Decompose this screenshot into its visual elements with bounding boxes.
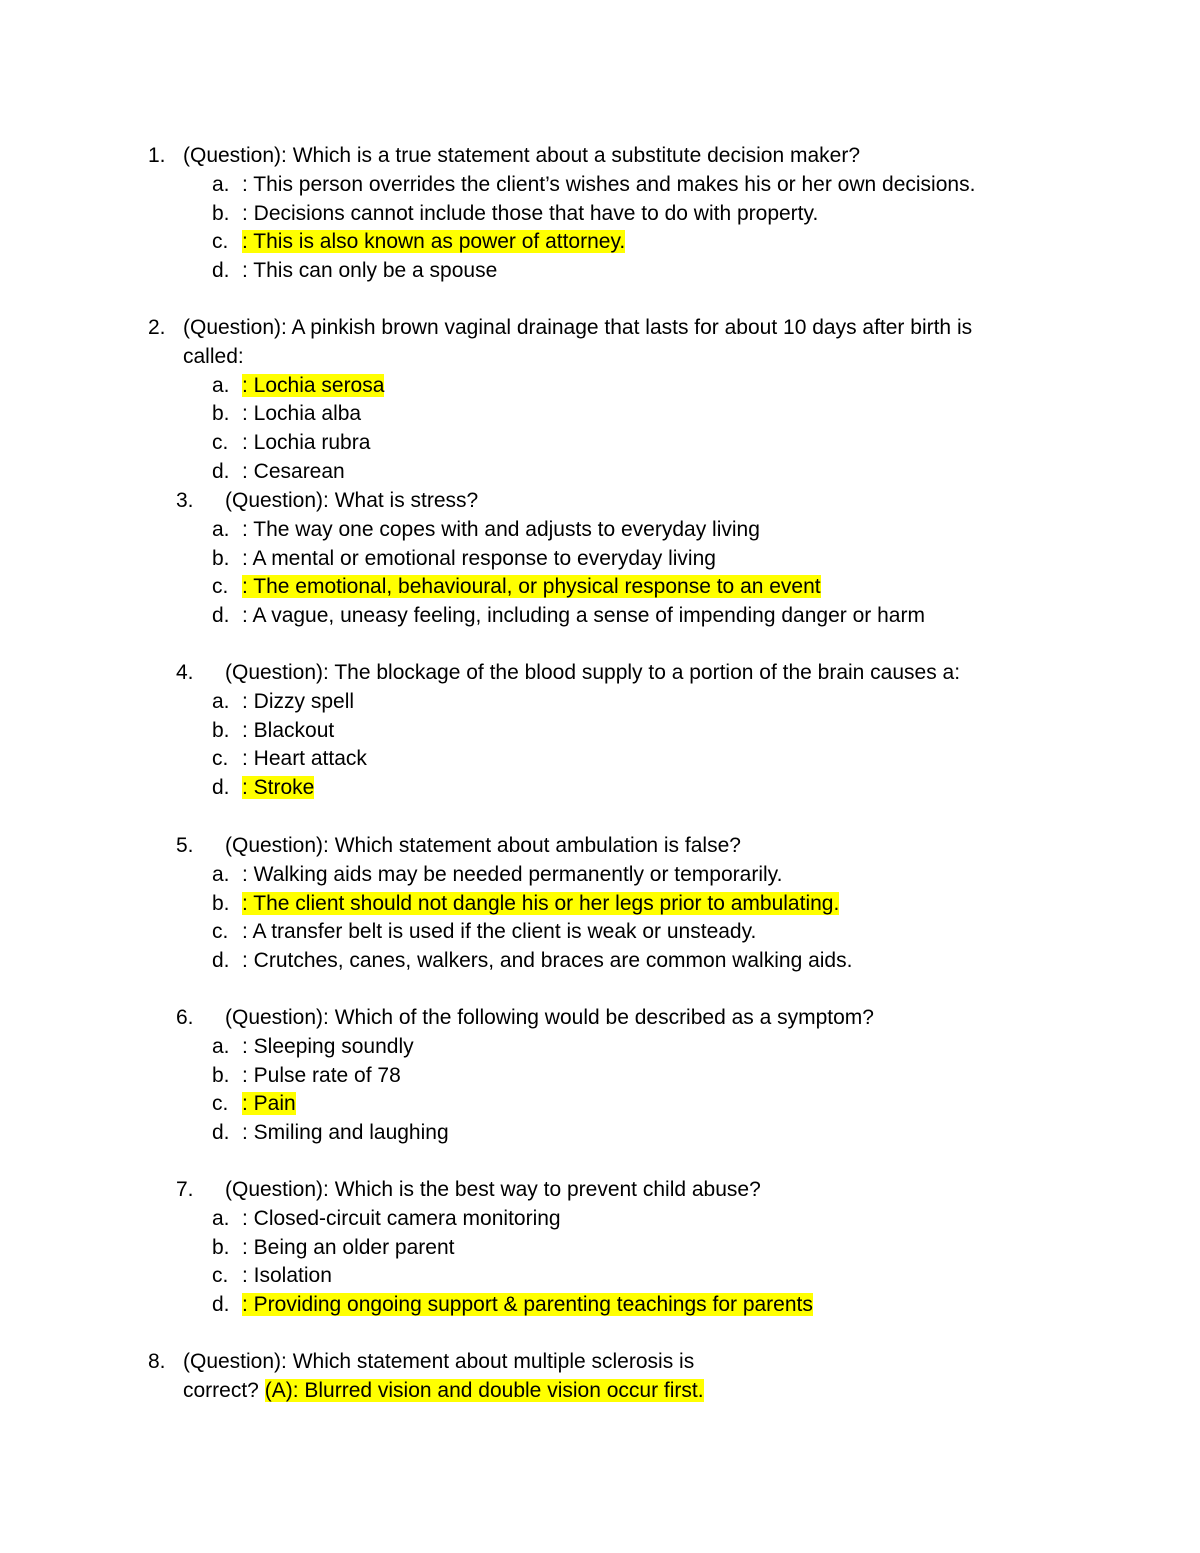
option-text: : Pulse rate of 78: [242, 1063, 401, 1087]
option-text: : This can only be a spouse: [242, 259, 498, 283]
option-text: : Being an older parent: [242, 1235, 455, 1259]
option-d: [0, 458, 1200, 487]
option-text: : Decisions cannot include those that have to do with property.: [242, 201, 819, 225]
option-text: : A vague, uneasy feeling, including a sense of impending danger or harm: [242, 604, 925, 628]
option-c: [0, 918, 1200, 947]
question-number: 1.: [148, 144, 166, 167]
question-7: [0, 1176, 1200, 1320]
option-a: [0, 688, 1200, 717]
option-letter: d.: [212, 776, 230, 800]
option-a: [0, 372, 1200, 401]
option-letter: c.: [212, 431, 229, 455]
option-c: [0, 745, 1200, 774]
option-d: [0, 947, 1200, 976]
option-text: : Lochia alba: [242, 402, 362, 426]
question-prompt: (Question): A pinkish brown vaginal drainage that lasts for about 10 days after birth is called:: [183, 316, 973, 368]
option-letter: b.: [212, 1063, 230, 1087]
option-c: [0, 429, 1200, 458]
answer-text-correct: (A): Blurred vision and double vision occur first.: [264, 1378, 704, 1402]
question-prompt: (Question): Which of the following would be described as a symptom?: [225, 1006, 874, 1029]
option-letter: b.: [212, 891, 230, 915]
option-text-correct: : Pain: [242, 1092, 296, 1116]
question-5: [0, 832, 1200, 976]
question-text: [0, 142, 983, 171]
option-c: [0, 1262, 1200, 1291]
option-a: [0, 516, 1200, 545]
question-1: [0, 142, 1200, 286]
option-letter: c.: [212, 1264, 229, 1288]
option-b: [0, 545, 1200, 574]
option-text-correct: : Providing ongoing support & parenting teachings for parents: [242, 1293, 813, 1317]
question-prompt: (Question): Which is a true statement about a substitute decision maker?: [183, 144, 860, 167]
option-b: [0, 1234, 1200, 1263]
option-text: : Blackout: [242, 718, 335, 742]
option-letter: d.: [212, 604, 230, 628]
option-d: [0, 1291, 1200, 1320]
option-text: : The way one copes with and adjusts to everyday living: [242, 517, 760, 541]
option-letter: d.: [212, 459, 230, 483]
option-letter: b.: [212, 546, 230, 570]
question-text: [0, 659, 1025, 688]
option-letter: c.: [212, 575, 229, 599]
option-letter: d.: [212, 1121, 230, 1145]
option-b: [0, 717, 1200, 746]
option-b: [0, 1062, 1200, 1091]
option-b: [0, 200, 1200, 229]
option-text: : Crutches, canes, walkers, and braces are common walking aids.: [242, 949, 853, 973]
option-c: [0, 1090, 1200, 1119]
question-prompt: (Question): Which is the best way to prevent child abuse?: [225, 1178, 761, 1201]
option-d: [0, 602, 1200, 631]
option-text: : Heart attack: [242, 747, 367, 771]
option-c: [0, 228, 1200, 257]
option-letter: b.: [212, 201, 230, 225]
question-number: 3.: [176, 489, 194, 512]
question-text: [0, 1176, 1025, 1205]
option-a: [0, 171, 1200, 200]
option-letter: a.: [212, 373, 230, 397]
question-3: [0, 487, 1200, 631]
question-text: [0, 1004, 1025, 1033]
question-text: [0, 314, 983, 372]
option-text: : Walking aids may be needed permanently or temporarily.: [242, 862, 783, 886]
option-a: [0, 1033, 1200, 1062]
option-letter: c.: [212, 1092, 229, 1116]
option-letter: a.: [212, 689, 230, 713]
question-2: [0, 314, 1200, 487]
option-letter: a.: [212, 172, 230, 196]
option-text: : Closed-circuit camera monitoring: [242, 1206, 561, 1230]
option-letter: b.: [212, 1235, 230, 1259]
option-text: : Smiling and laughing: [242, 1121, 449, 1145]
option-letter: b.: [212, 402, 230, 426]
option-text: : A mental or emotional response to everyday living: [242, 546, 716, 570]
option-letter: d.: [212, 259, 230, 283]
option-text: : Lochia rubra: [242, 431, 371, 455]
question-text: [0, 1348, 763, 1406]
question-4: [0, 659, 1200, 803]
option-text: : Cesarean: [242, 459, 345, 483]
option-letter: c.: [212, 747, 229, 771]
option-text-correct: : The client should not dangle his or her legs prior to ambulating.: [242, 891, 840, 915]
question-prompt: (Question): Which statement about ambulation is false?: [225, 834, 741, 857]
question-prompt: (Question): Which statement about multiple sclerosis is correct?: [183, 1350, 695, 1402]
question-8: [0, 1348, 1200, 1406]
option-text: : Sleeping soundly: [242, 1034, 414, 1058]
option-text-correct: : The emotional, behavioural, or physical response to an event: [242, 575, 821, 599]
option-d: [0, 774, 1200, 803]
question-number: 2.: [148, 316, 166, 339]
option-a: [0, 1205, 1200, 1234]
question-6: [0, 1004, 1200, 1148]
option-letter: a.: [212, 1206, 230, 1230]
option-letter: c.: [212, 920, 229, 944]
option-letter: a.: [212, 517, 230, 541]
option-text: : A transfer belt is used if the client is weak or unsteady.: [242, 920, 757, 944]
option-b: [0, 890, 1200, 919]
option-a: [0, 861, 1200, 890]
question-text: [0, 487, 1025, 516]
option-text: : Isolation: [242, 1264, 332, 1288]
option-d: [0, 257, 1200, 286]
option-letter: d.: [212, 1293, 230, 1317]
option-d: [0, 1119, 1200, 1148]
question-number: 6.: [176, 1006, 194, 1029]
question-prompt: (Question): What is stress?: [225, 489, 479, 512]
option-letter: d.: [212, 949, 230, 973]
option-text: : This person overrides the client’s wishes and makes his or her own decisions.: [242, 172, 976, 196]
option-letter: a.: [212, 1034, 230, 1058]
option-text: : Dizzy spell: [242, 689, 355, 713]
question-number: 8.: [148, 1350, 166, 1373]
option-letter: a.: [212, 862, 230, 886]
option-c: [0, 573, 1200, 602]
option-text-correct: : Lochia serosa: [242, 373, 385, 397]
option-b: [0, 400, 1200, 429]
question-prompt: (Question): The blockage of the blood supply to a portion of the brain causes a:: [225, 661, 961, 684]
option-letter: b.: [212, 718, 230, 742]
question-number: 4.: [176, 661, 194, 684]
option-text-correct: : Stroke: [242, 776, 315, 800]
option-text-correct: : This is also known as power of attorney.: [242, 230, 626, 254]
option-letter: c.: [212, 230, 229, 254]
question-text: [0, 832, 1025, 861]
question-number: 5.: [176, 834, 194, 857]
question-number: 7.: [176, 1178, 194, 1201]
